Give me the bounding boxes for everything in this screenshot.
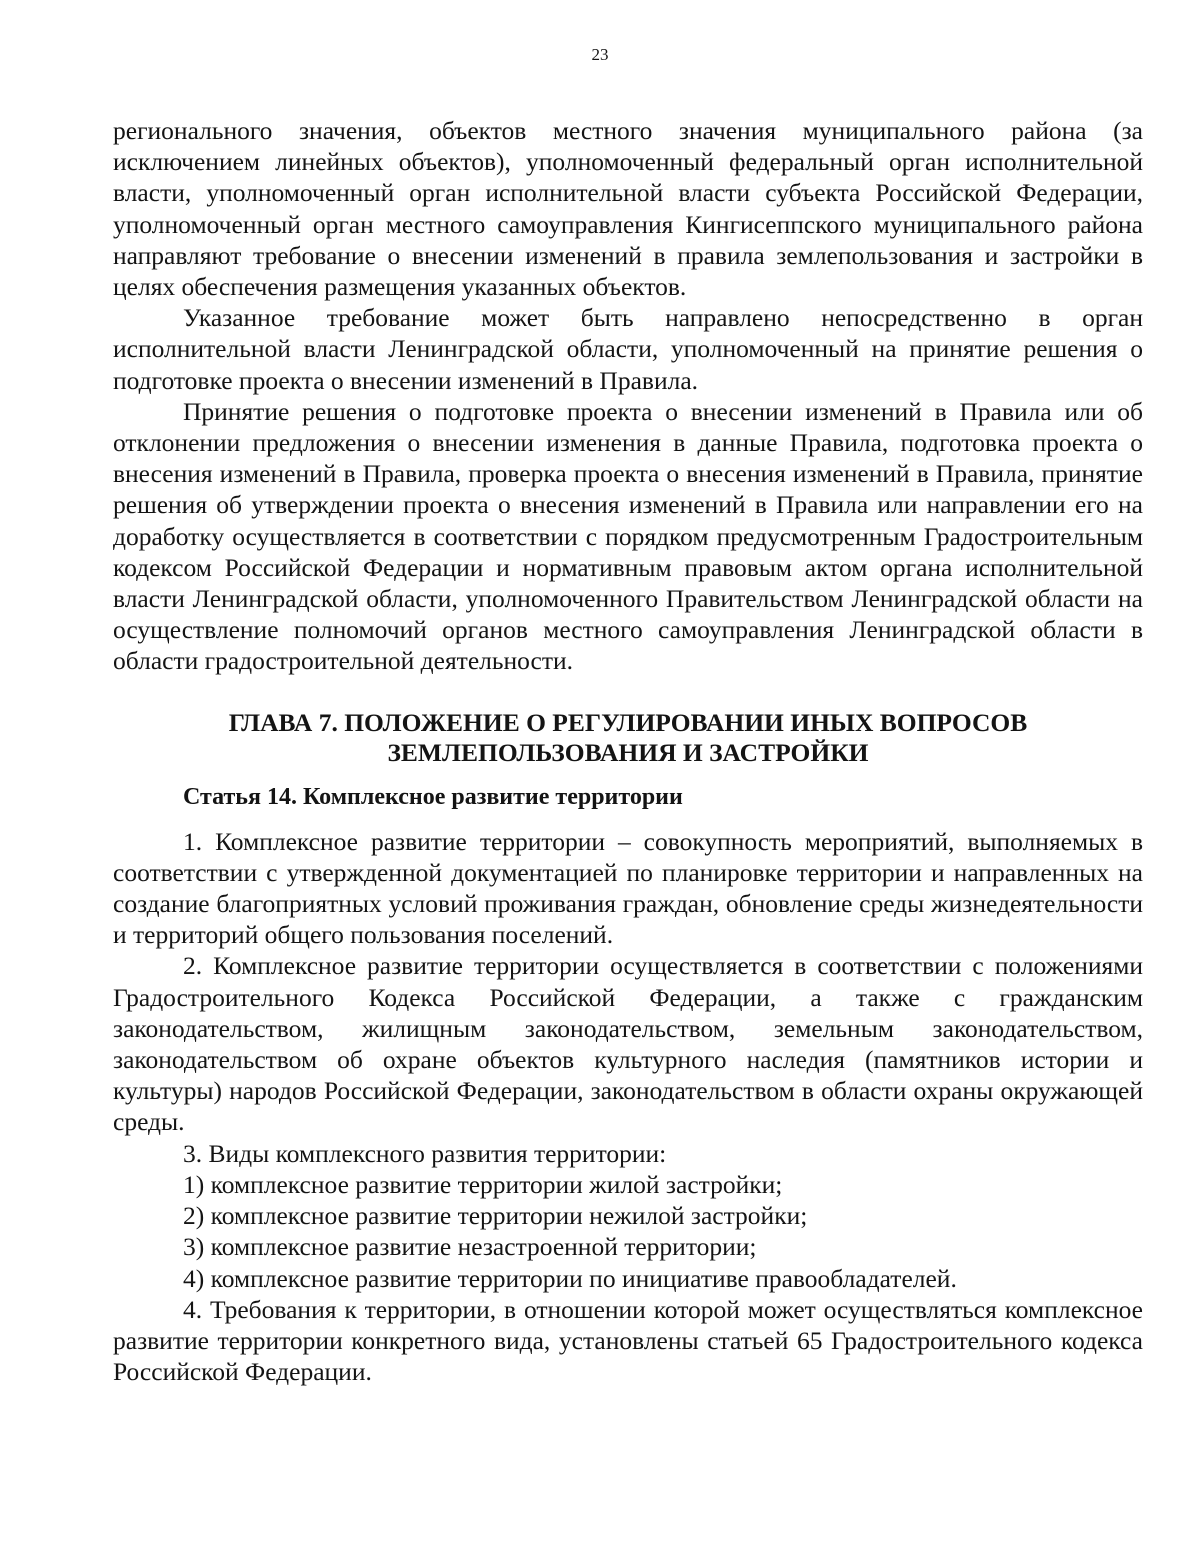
article-paragraph-1: 1. Комплексное развитие территории – совокупность мероприятий, выполняемых в соответствии с утвержденной документацией по планировке территории и направленных на создание благоприятных условий проживания граждан, обновление среды жизнедеятельности и территорий общего пользования поселений.	[113, 826, 1143, 950]
chapter-heading-line-1: ГЛАВА 7. ПОЛОЖЕНИЕ О РЕГУЛИРОВАНИИ ИНЫХ ВОПРОСОВ	[228, 707, 1028, 737]
article-heading: Статья 14. Комплексное развитие территории	[183, 783, 683, 810]
chapter-heading-line-2: ЗЕМЛЕПОЛЬЗОВАНИЯ И ЗАСТРОЙКИ	[387, 737, 869, 767]
article-paragraph-4: 4. Требования к территории, в отношении которой может осуществляться комплексное развитие территории конкретного вида, установлены статьей 65 Градостроительного кодекса Российской Федерации.	[113, 1294, 1143, 1387]
document-body	[113, 115, 1143, 1387]
list-item: 2) комплексное развитие территории нежилой застройки;	[183, 1201, 808, 1231]
paragraph-decision: Принятие решения о подготовке проекта о внесении изменений в Правила или об отклонении предложения о внесении изменения в данные Правила, подготовка проекта о внесения изменений в Правила, проверка проекта о внесения изменений в Правила, принятие решения об утверждении проекта о внесения изменений в Правила или направлении его на доработку осуществляется в соответствии с порядком предусмотренным Градостроительным кодексом Российской Федерации и нормативным правовым актом органа исполнительной власти Ленинградской области, уполномоченного Правительством Ленинградской области на осуществление полномочий органов местного самоуправления Ленинградской области в области градостроительной деятельности.	[113, 396, 1143, 676]
paragraph-requirement: Указанное требование может быть направлено непосредственно в орган исполнительной власти Ленинградской области, уполномоченный на принятие решения о подготовке проекта о внесении изменений в Правила.	[113, 303, 1143, 395]
list-item: 3) комплексное развитие незастроенной территории;	[183, 1232, 757, 1262]
chapter-heading	[113, 708, 1143, 768]
article-paragraph-2: 2. Комплексное развитие территории осуществляется в соответствии с положениями Градостроительного Кодекса Российской Федерации, а также с гражданским законодательством, жилищным законодательством, земельным законодательством, законодательством об охране объектов культурного наследия (памятников истории и культуры) народов Российской Федерации, законодательством в области охраны окружающей среды.	[113, 951, 1143, 1137]
page-number: 23	[591, 45, 609, 64]
list-item: 1) комплексное развитие территории жилой застройки;	[183, 1169, 783, 1199]
paragraph-continuation: регионального значения, объектов местного значения муниципального района (за исключением линейных объектов), уполномоченный федеральный орган исполнительной власти, уполномоченный орган исполнительной власти субъекта Российской Федерации, уполномоченный орган местного самоуправления Кингисеппского муниципального района направляют требование о внесении изменений в правила землепользования и застройки в целях обеспечения размещения указанных объектов.	[113, 116, 1143, 302]
list-item: 4) комплексное развитие территории по инициативе правообладателей.	[183, 1263, 957, 1293]
article-paragraph-3: 3. Виды комплексного развития территории:	[183, 1138, 667, 1168]
